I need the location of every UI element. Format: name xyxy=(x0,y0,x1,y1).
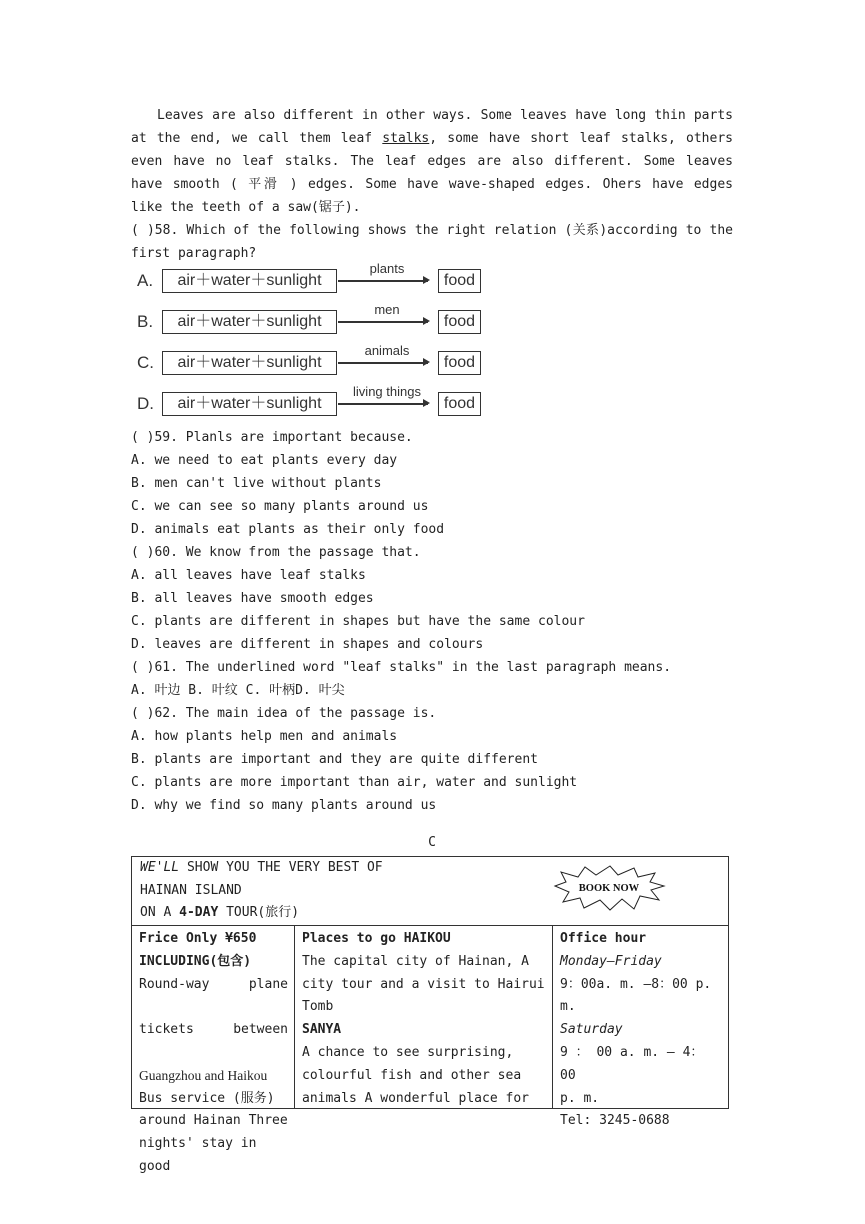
place-line: Tomb xyxy=(302,999,334,1015)
output-box: food xyxy=(438,392,481,416)
option-line: D. leaves are different in shapes and colours xyxy=(131,637,484,652)
arrow-label: animals xyxy=(364,343,410,358)
option-line: B. men can't live without plants xyxy=(131,476,382,491)
ad-tour-days: 4-DAY xyxy=(179,905,219,920)
option-letter: D. xyxy=(137,394,154,413)
option-a-diagram xyxy=(137,261,477,297)
option-line: A. 叶边 B. 叶纹 C. 叶柄D. 叶尖 xyxy=(131,683,345,698)
relation-diagram xyxy=(131,261,733,423)
ad-tagline xyxy=(140,857,383,880)
right-arrow-icon xyxy=(338,362,428,364)
place-line: A chance to see surprising, xyxy=(302,1044,514,1060)
output-box: food xyxy=(438,310,481,334)
ad-tour-prefix: ON A xyxy=(140,905,180,920)
places-heading: Places to go HAIKOU xyxy=(302,931,451,946)
option-line: D. why we find so many plants around us xyxy=(131,798,437,813)
book-now-burst[interactable] xyxy=(552,865,666,911)
weekday-hours: 9：00a. m. —8：00 p. xyxy=(560,976,712,992)
option-line: B. plants are important and they are quite different xyxy=(131,752,538,767)
page-content xyxy=(131,104,733,1174)
sanya-heading: SANYA xyxy=(302,1022,342,1038)
question-list xyxy=(131,426,733,817)
arrow-label: plants xyxy=(369,261,405,276)
option-line: B. all leaves have smooth edges xyxy=(131,591,374,606)
passage-paragraph xyxy=(131,104,733,219)
ad-header xyxy=(132,857,728,926)
include-line: around Hainan Three xyxy=(139,1113,288,1129)
tour-advertisement xyxy=(131,856,729,1174)
weekday-hours-cont: m. xyxy=(560,999,576,1015)
include-line: nights' stay in good xyxy=(139,1136,257,1174)
option-line: C. plants are more important than air, water and sunlight xyxy=(131,775,578,790)
question-58: ( )58. Which of the following shows the right relation (关系)according to the first paragraph? xyxy=(131,223,733,261)
price-line: Frice Only ¥650 xyxy=(139,931,257,946)
option-letter: A. xyxy=(137,271,154,290)
option-d-diagram xyxy=(137,384,477,420)
option-b-diagram xyxy=(137,302,477,338)
option-line: D. animals eat plants as their only food xyxy=(131,522,445,537)
book-now-label: BOOK NOW xyxy=(578,883,640,894)
inputs-box: air＋water＋sunlight xyxy=(162,310,337,334)
include-line: Bus service (服务) xyxy=(139,1090,275,1106)
option-letter: C. xyxy=(137,353,154,372)
ad-destination: HAINAN ISLAND xyxy=(140,882,242,898)
question-59: ( )59. Planls are important because. xyxy=(131,430,413,445)
weekdays-label: Monday—Friday xyxy=(560,953,662,969)
telephone: Tel: 3245-0688 xyxy=(560,1113,670,1129)
option-letter: B. xyxy=(137,312,154,331)
option-c-diagram xyxy=(137,343,477,379)
place-line: animals A wonderful place for xyxy=(302,1090,529,1106)
office-hours-heading: Office hour xyxy=(560,931,647,946)
saturday-hours-cont: p. m. xyxy=(560,1090,600,1106)
arrow-label: living things xyxy=(353,384,421,399)
saturday-label: Saturday xyxy=(560,1022,623,1038)
include-line: Round-way plane xyxy=(139,976,288,992)
section-heading: C xyxy=(428,835,436,850)
passage-text-start: Leaves are also different in other ways. Some leaves have long thin parts at the end, we call them leaf xyxy=(131,108,733,146)
including-heading: INCLUDING(包含) xyxy=(139,953,252,969)
passage-text-end: , some have short leaf stalks, others even have no leaf stalks. The leaf edges are also different. Some leaves have smooth ( 平滑 ) edges. Some have wave-shaped edges. Ohers have edges like the teeth of a saw(锯子). xyxy=(131,131,733,215)
option-line: A. how plants help men and animals xyxy=(131,729,398,744)
right-arrow-icon xyxy=(338,321,428,323)
option-line: A. all leaves have leaf stalks xyxy=(131,568,366,583)
inputs-box: air＋water＋sunlight xyxy=(162,392,337,416)
places-column xyxy=(295,926,553,1108)
arrow-label: men xyxy=(374,302,400,317)
price-column xyxy=(132,926,295,1174)
option-line: C. plants are different in shapes but have the same colour xyxy=(131,614,585,629)
inputs-box: air＋water＋sunlight xyxy=(162,269,337,293)
place-line: colourful fish and other sea xyxy=(302,1067,522,1083)
place-line: city tour and a visit to Hairui xyxy=(302,976,545,992)
ad-tagline-rest: SHOW YOU THE VERY BEST OF xyxy=(179,860,383,875)
place-line: The capital city of Hainan, A xyxy=(302,953,529,969)
right-arrow-icon xyxy=(338,280,428,282)
ad-tour-suffix: TOUR(旅行) xyxy=(218,905,300,920)
ad-tour-length xyxy=(140,902,299,925)
saturday-hours: 9 ： 00 a. m. — 4： 00 xyxy=(560,1044,704,1083)
question-61: ( )61. The underlined word "leaf stalks" in the last paragraph means. xyxy=(131,660,672,675)
question-60: ( )60. We know from the passage that. xyxy=(131,545,421,560)
office-hours-column xyxy=(553,926,728,1129)
ad-tagline-italic: WE'LL xyxy=(140,860,180,875)
inputs-box: air＋water＋sunlight xyxy=(162,351,337,375)
option-line: C. we can see so many plants around us xyxy=(131,499,429,514)
output-box: food xyxy=(438,351,481,375)
output-box: food xyxy=(438,269,481,293)
right-arrow-icon xyxy=(338,403,428,405)
include-line: Guangzhou and Haikou xyxy=(139,1067,268,1083)
include-line: tickets between xyxy=(139,1022,288,1038)
underlined-word: stalks xyxy=(382,131,430,146)
option-line: A. we need to eat plants every day xyxy=(131,453,398,468)
question-62: ( )62. The main idea of the passage is. xyxy=(131,706,437,721)
